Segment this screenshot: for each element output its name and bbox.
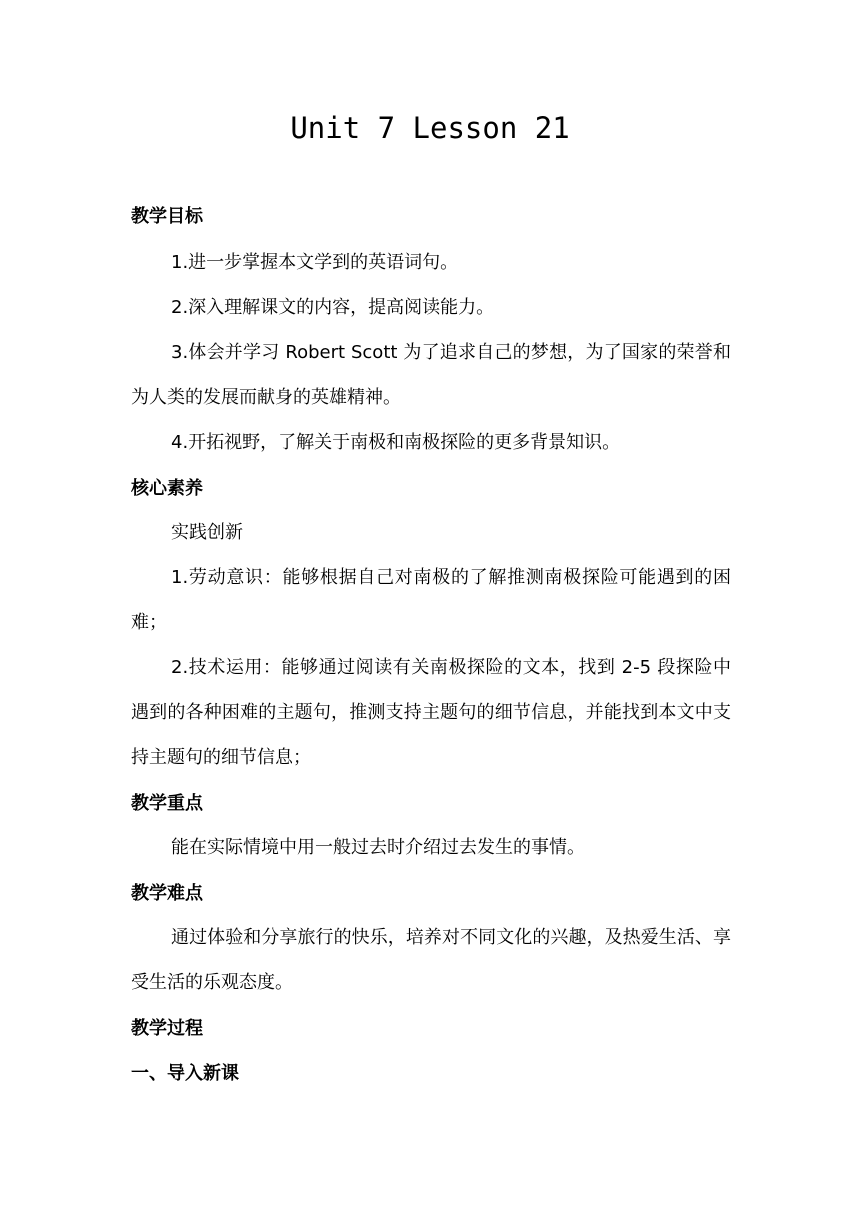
difficulties-text: 通过体验和分享旅行的快乐，培养对不同文化的兴趣，及热爱生活、享受生活的乐观态度。 xyxy=(131,927,731,993)
objective-item: 1.进一步掌握本文学到的英语词句。 xyxy=(171,252,459,273)
objective-item: 2.深入理解课文的内容，提高阅读能力。 xyxy=(171,297,495,318)
literacy-item: 1.劳动意识：能够根据自己对南极的了解推测南极探险可能遇到的困难； xyxy=(131,567,731,633)
objective-item: 3.体会并学习 Robert Scott 为了追求自己的梦想，为了国家的荣誉和为人类的发展而献身的英雄精神。 xyxy=(131,342,731,408)
literacy-item: 2.技术运用：能够通过阅读有关南极探险的文本，找到 2-5 段探险中遇到的各种困难的主题句，推测支持主题句的细节信息，并能找到本文中支持主题句的细节信息； xyxy=(131,657,731,768)
key-points-text: 能在实际情境中用一般过去时介绍过去发生的事情。 xyxy=(171,837,585,858)
heading-core-literacy: 核心素养 xyxy=(131,478,203,499)
document-title: Unit 7 Lesson 21 xyxy=(290,111,570,145)
heading-process: 教学过程 xyxy=(131,1018,203,1039)
process-step-heading: 一、导入新课 xyxy=(131,1063,239,1084)
heading-difficulties: 教学难点 xyxy=(131,883,203,904)
objective-item: 4.开拓视野，了解关于南极和南极探险的更多背景知识。 xyxy=(171,432,621,453)
heading-objectives: 教学目标 xyxy=(131,206,203,227)
heading-key-points: 教学重点 xyxy=(131,793,203,814)
literacy-subheading: 实践创新 xyxy=(171,522,243,543)
